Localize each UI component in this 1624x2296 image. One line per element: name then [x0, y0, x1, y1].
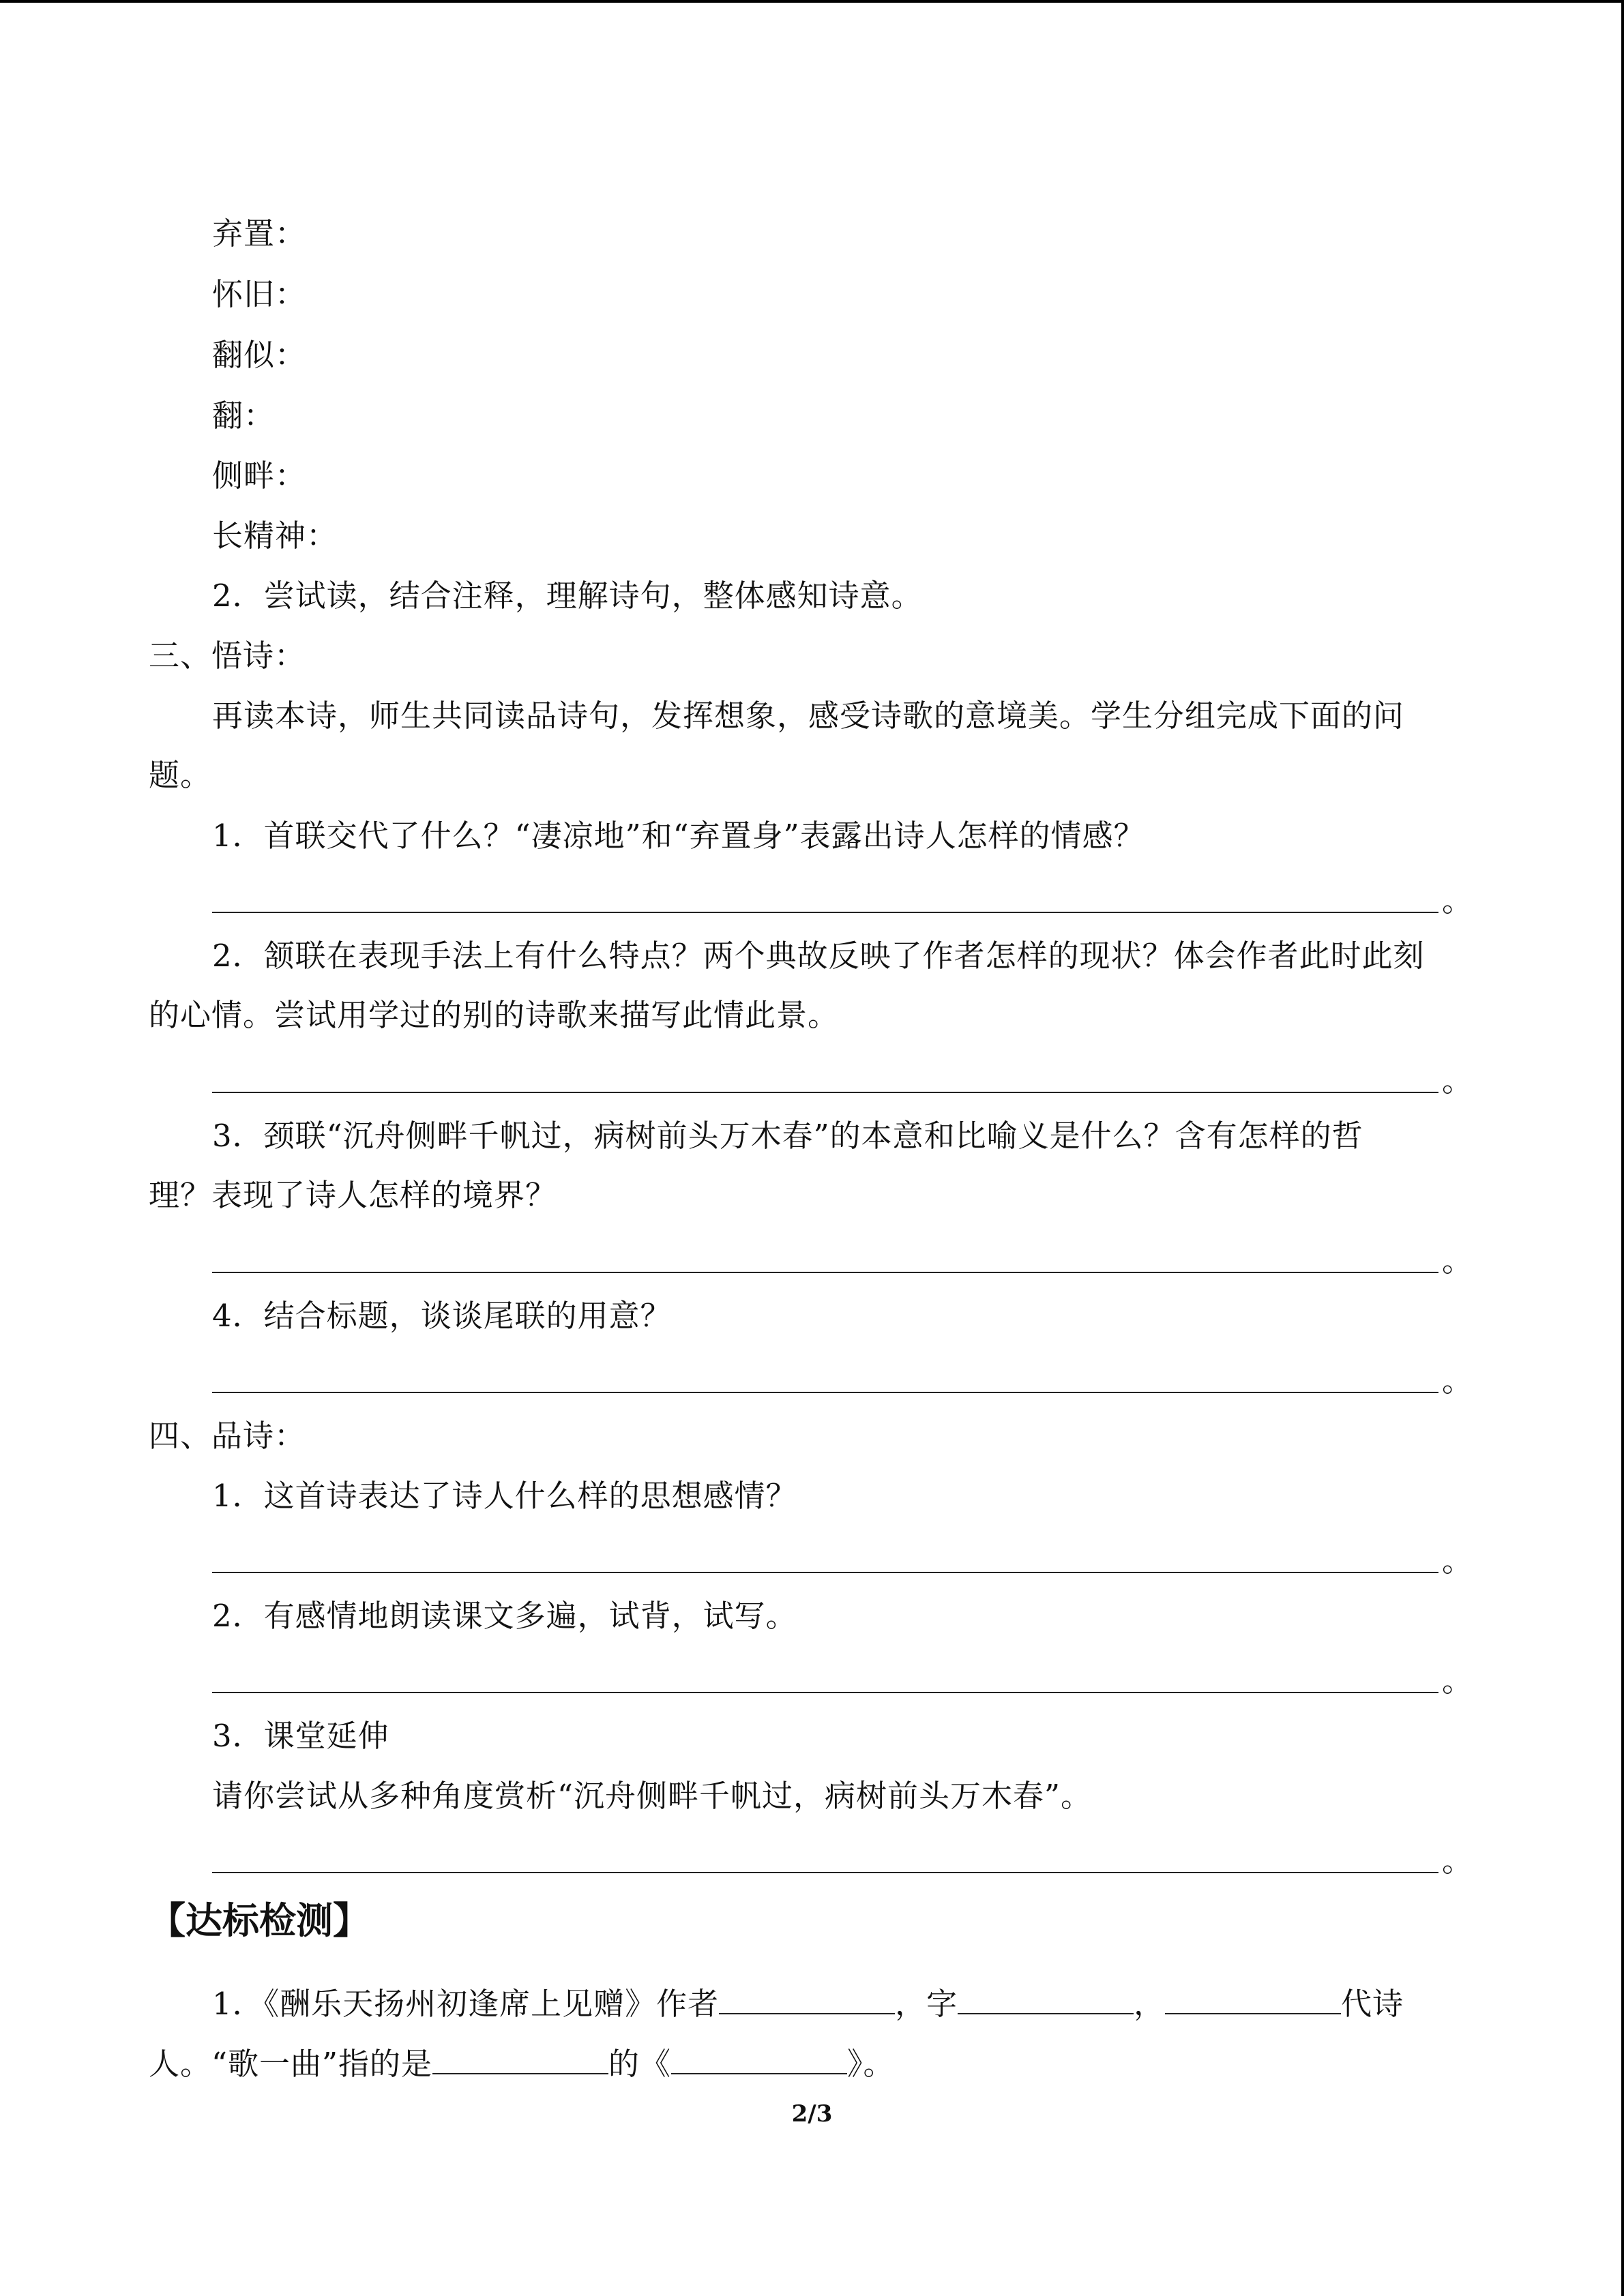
answer-end-mark: 。	[1442, 1663, 1473, 1699]
question-text: 理？表现了诗人怎样的境界？	[149, 1177, 557, 1213]
question-text: 3．颈联“沉舟侧畔千帆过，病树前头万木春”的本意和比喻义是什么？含有怎样的哲	[212, 1118, 1363, 1154]
reading-task: 2．尝试读，结合注释，理解诗句，整体感知诗意。	[212, 578, 923, 614]
fill-blank-poet[interactable]	[432, 2042, 608, 2074]
question-text: 人。“歌一曲”指的是	[149, 2046, 433, 2082]
answer-line[interactable]	[212, 1692, 1438, 1693]
question-text: 的心情。尝试用学过的别的诗歌来描写此情此景。	[149, 997, 840, 1033]
question-text: ，	[1134, 1986, 1166, 2022]
answer-end-mark: 。	[1442, 882, 1473, 919]
answer-end-mark: 。	[1442, 1062, 1473, 1099]
question-text: 1．《酬乐天扬州初逢席上见赠》作者	[212, 1986, 720, 2022]
section-heading: 四、品诗：	[149, 1418, 306, 1454]
section-intro: 再读本诗，师生共同读品诗句，发挥想象，感受诗歌的意境美。学生分组完成下面的问	[212, 698, 1405, 734]
question-text: 2．有感情地朗读课文多遍，试背，试写。	[212, 1598, 797, 1634]
fill-blank-courtesy-name[interactable]	[958, 1982, 1134, 2014]
vocab-item: 翻似：	[212, 337, 307, 373]
section-intro: 题。	[149, 757, 212, 793]
question-text: 代诗	[1341, 1986, 1404, 2022]
fill-blank-author[interactable]	[719, 1982, 895, 2014]
fill-blank-dynasty[interactable]	[1165, 1982, 1341, 2014]
question-text: ，字	[895, 1986, 958, 2022]
answer-line[interactable]	[212, 1392, 1438, 1393]
assessment-question	[212, 1982, 1404, 2025]
question-text: 的《	[608, 2046, 672, 2082]
assessment-question	[149, 2042, 895, 2085]
vocab-item: 弃置：	[212, 215, 307, 252]
answer-line[interactable]	[212, 912, 1438, 913]
answer-line[interactable]	[212, 1872, 1438, 1873]
question-text: 4．结合标题，谈谈尾联的用意？	[212, 1298, 672, 1334]
fill-blank-poem-title[interactable]	[671, 2042, 847, 2074]
vocab-item: 长精神：	[212, 518, 338, 554]
page-border-right	[1621, 0, 1624, 2296]
page-number: 2/3	[791, 2100, 833, 2128]
answer-end-mark: 。	[1442, 1843, 1473, 1879]
vocab-item: 翻：	[212, 398, 276, 434]
assessment-heading: 【达标检测】	[149, 1899, 370, 1942]
question-text: 》。	[847, 2046, 895, 2082]
question-text: 1．首联交代了什么？“凄凉地”和“弃置身”表露出诗人怎样的情感？	[212, 818, 1145, 854]
answer-end-mark: 。	[1442, 1242, 1473, 1279]
question-text: 3．课堂延伸	[212, 1718, 389, 1754]
answer-end-mark: 。	[1442, 1542, 1473, 1579]
answer-line[interactable]	[212, 1092, 1438, 1093]
answer-line[interactable]	[212, 1572, 1438, 1573]
question-text: 请你尝试从多种角度赏析“沉舟侧畔千帆过，病树前头万木春”。	[212, 1778, 1093, 1814]
question-text: 2．颔联在表现手法上有什么特点？两个典故反映了作者怎样的现状？体会作者此时此刻	[212, 938, 1425, 974]
page-border-top	[0, 0, 1624, 3]
answer-line[interactable]	[212, 1272, 1438, 1273]
vocab-item: 侧畔：	[212, 458, 307, 494]
answer-end-mark: 。	[1442, 1362, 1473, 1399]
question-text: 1．这首诗表达了诗人什么样的思想感情？	[212, 1478, 797, 1514]
section-heading: 三、悟诗：	[149, 638, 306, 674]
vocab-item: 怀旧：	[212, 276, 307, 312]
